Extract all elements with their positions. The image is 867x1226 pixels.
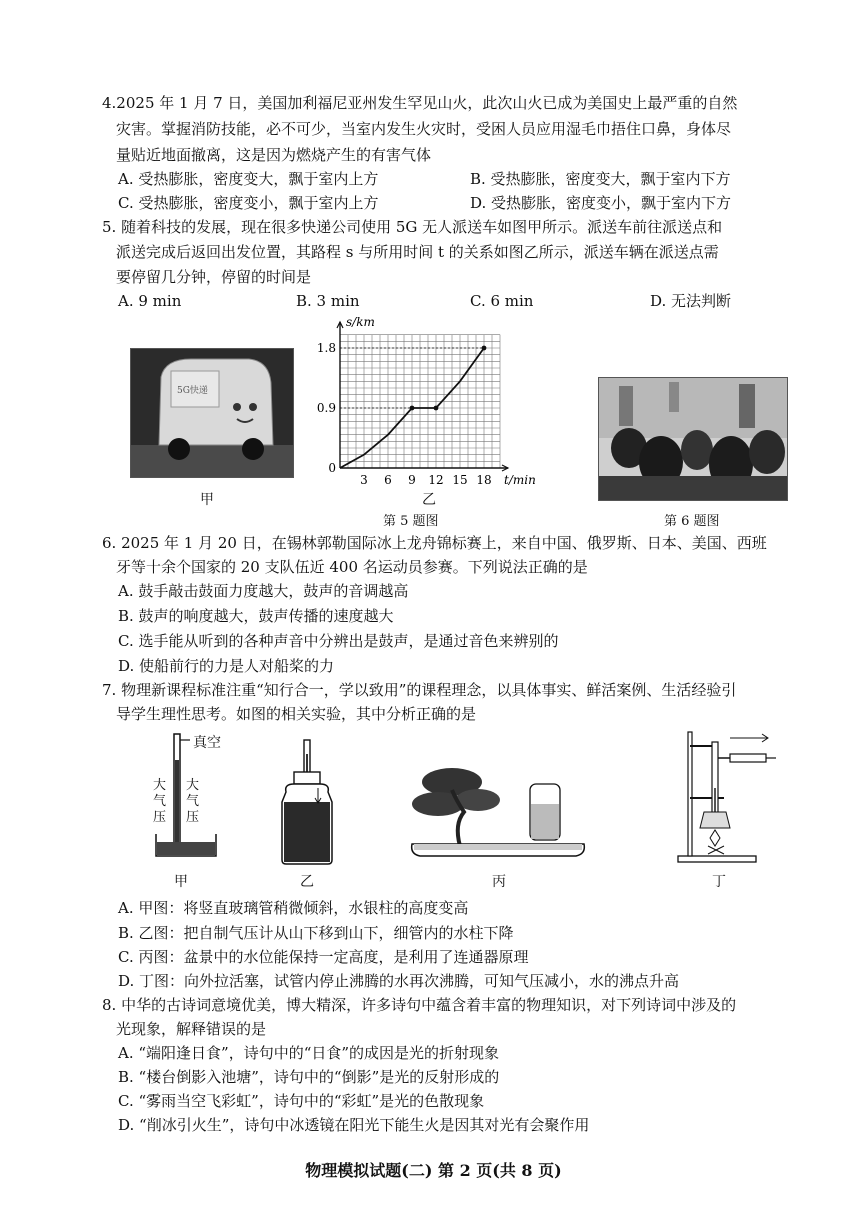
q7-fig-bing-label: 丙 bbox=[492, 874, 506, 890]
q5-stem-line1: 5. 随着科技的发展，现在很多快递公司使用 5G 无人派送车如图甲所示。派送车前往派送点和 bbox=[102, 218, 723, 236]
y-tick-label: 0.9 bbox=[316, 401, 336, 415]
q6-option-d: D. 使船前行的力是人对船桨的力 bbox=[118, 657, 335, 675]
x-tick-label: 9 bbox=[408, 473, 416, 487]
q6-option-b: B. 鼓声的响度越大，鼓声传播的速度越大 bbox=[118, 607, 394, 625]
q6-option-c: C. 选手能从听到的各种声音中分辨出是鼓声，是通过音色来辨别的 bbox=[118, 632, 559, 650]
q4-option-b: B. 受热膨胀，密度变大，飘于室内下方 bbox=[470, 170, 731, 188]
atm-pressure-left-label: 大气压 bbox=[153, 778, 167, 825]
x-tick-label: 18 bbox=[476, 473, 492, 487]
x-axis-label: t/min bbox=[504, 473, 536, 487]
data-point bbox=[482, 346, 487, 351]
dragon-boat-race-photo bbox=[598, 377, 788, 501]
q4-stem-line2: 灾害。掌握消防技能，必不可少，当室内发生火灾时，受困人员应用湿毛巾捂住口鼻，身体尽 bbox=[116, 120, 732, 138]
x-tick-label: 3 bbox=[360, 473, 368, 487]
q8-option-c: C. “雾雨当空飞彩虹”，诗句中的“彩虹”是光的色散现象 bbox=[118, 1092, 485, 1110]
q7-option-c: C. 丙图：盆景中的水位能保持一定高度，是利用了连通器原理 bbox=[118, 948, 529, 966]
q6-stem-line2: 牙等十余个国家的 20 支队伍近 400 名运动员参赛。下列说法正确的是 bbox=[116, 558, 588, 576]
q4-option-d: D. 受热膨胀，密度变小，飘于室内下方 bbox=[470, 194, 732, 212]
y-axis-label: s/km bbox=[346, 315, 375, 329]
q8-option-a: A. “端阳逢日食”，诗句中的“日食”的成因是光的折射现象 bbox=[118, 1044, 500, 1062]
q4-stem-line1: 4.2025 年 1 月 7 日，美国加利福尼亚州发生罕见山火，此次山火已成为美国史上最严重的自然 bbox=[102, 94, 738, 112]
q7-option-a: A. 甲图：将竖直玻璃管稍微倾斜，水银柱的高度变高 bbox=[118, 899, 469, 917]
q6-option-a: A. 鼓手敲击鼓面力度越大，鼓声的音调越高 bbox=[118, 582, 409, 600]
q5-fig-yi-label: 乙 bbox=[422, 492, 436, 508]
q8-option-b: B. “楼台倒影入池塘”，诗句中的“倒影”是光的反射形成的 bbox=[118, 1068, 500, 1086]
x-tick-label: 12 bbox=[428, 473, 444, 487]
homemade-barometer-diagram bbox=[270, 740, 350, 866]
q8-stem-line2: 光现象，解释错误的是 bbox=[116, 1020, 267, 1038]
data-point bbox=[434, 406, 439, 411]
svg-text:5G快递: 5G快递 bbox=[177, 386, 208, 396]
q4-stem-line3: 量贴近地面撤离，这是因为燃烧产生的有害气体 bbox=[116, 146, 432, 164]
x-tick-label: 6 bbox=[384, 473, 392, 487]
q5-option-c: C. 6 min bbox=[470, 292, 534, 310]
q4-option-a: A. 受热膨胀，密度变大，飘于室内上方 bbox=[118, 170, 379, 188]
q7-fig-yi-label: 乙 bbox=[300, 874, 314, 890]
q7-stem-line2: 导学生理性思考。如图的相关实验，其中分析正确的是 bbox=[116, 705, 477, 723]
y-tick-label: 1.8 bbox=[316, 341, 336, 355]
y-tick-label: 0 bbox=[328, 461, 336, 475]
q8-option-d: D. “削冰引火生”，诗句中冰透镜在阳光下能生火是因其对光有会聚作用 bbox=[118, 1116, 590, 1134]
q7-fig-ding-label: 丁 bbox=[712, 874, 726, 890]
data-point bbox=[410, 406, 415, 411]
q7-stem-line1: 7. 物理新课程标准注重“知行合一，学以致用”的课程理念，以具体事实、鲜活案例、生活经验引 bbox=[102, 681, 737, 699]
q5-option-a: A. 9 min bbox=[118, 292, 182, 310]
atm-pressure-right-label: 大气压 bbox=[186, 778, 200, 825]
page-footer: 物理模拟试题(二) 第 2 页(共 8 页) bbox=[305, 1161, 562, 1180]
st-graph bbox=[316, 308, 536, 494]
q5-option-d: D. 无法判断 bbox=[650, 292, 732, 310]
q5-stem-line3: 要停留几分钟，停留的时间是 bbox=[116, 268, 312, 286]
q5-option-b: B. 3 min bbox=[296, 292, 360, 310]
q8-stem-line1: 8. 中华的古诗词意境优美，博大精深，许多诗句中蕴含着丰富的物理知识，对下列诗词中涉及的 bbox=[102, 996, 737, 1014]
q5-figure-caption: 第 5 题图 bbox=[383, 514, 439, 529]
bonsai-connected-vessel-diagram bbox=[408, 760, 588, 870]
q5-fig-jia-label: 甲 bbox=[200, 492, 214, 508]
delivery-vehicle-photo bbox=[130, 348, 294, 478]
x-tick-label: 15 bbox=[452, 473, 468, 487]
vacuum-label: 真空 bbox=[193, 735, 221, 751]
q7-option-b: B. 乙图：把自制气压计从山下移到山下，细管内的水柱下降 bbox=[118, 924, 514, 942]
q7-option-d: D. 丁图：向外拉活塞，试管内停止沸腾的水再次沸腾，可知气压减小，水的沸点升高 bbox=[118, 972, 680, 990]
q7-fig-jia-label: 甲 bbox=[174, 874, 188, 890]
boiling-point-apparatus-diagram bbox=[672, 728, 782, 868]
q6-stem-line1: 6. 2025 年 1 月 20 日，在锡林郭勒国际冰上龙舟锦标赛上，来自中国、俄罗斯、日本、美国、西班 bbox=[102, 534, 767, 552]
q4-option-c: C. 受热膨胀，密度变小，飘于室内上方 bbox=[118, 194, 379, 212]
q5-stem-line2: 派送完成后返回出发位置，其路程 s 与所用时间 t 的关系如图乙所示，派送车辆在派送点需 bbox=[116, 243, 719, 261]
q6-figure-caption: 第 6 题图 bbox=[664, 514, 720, 529]
